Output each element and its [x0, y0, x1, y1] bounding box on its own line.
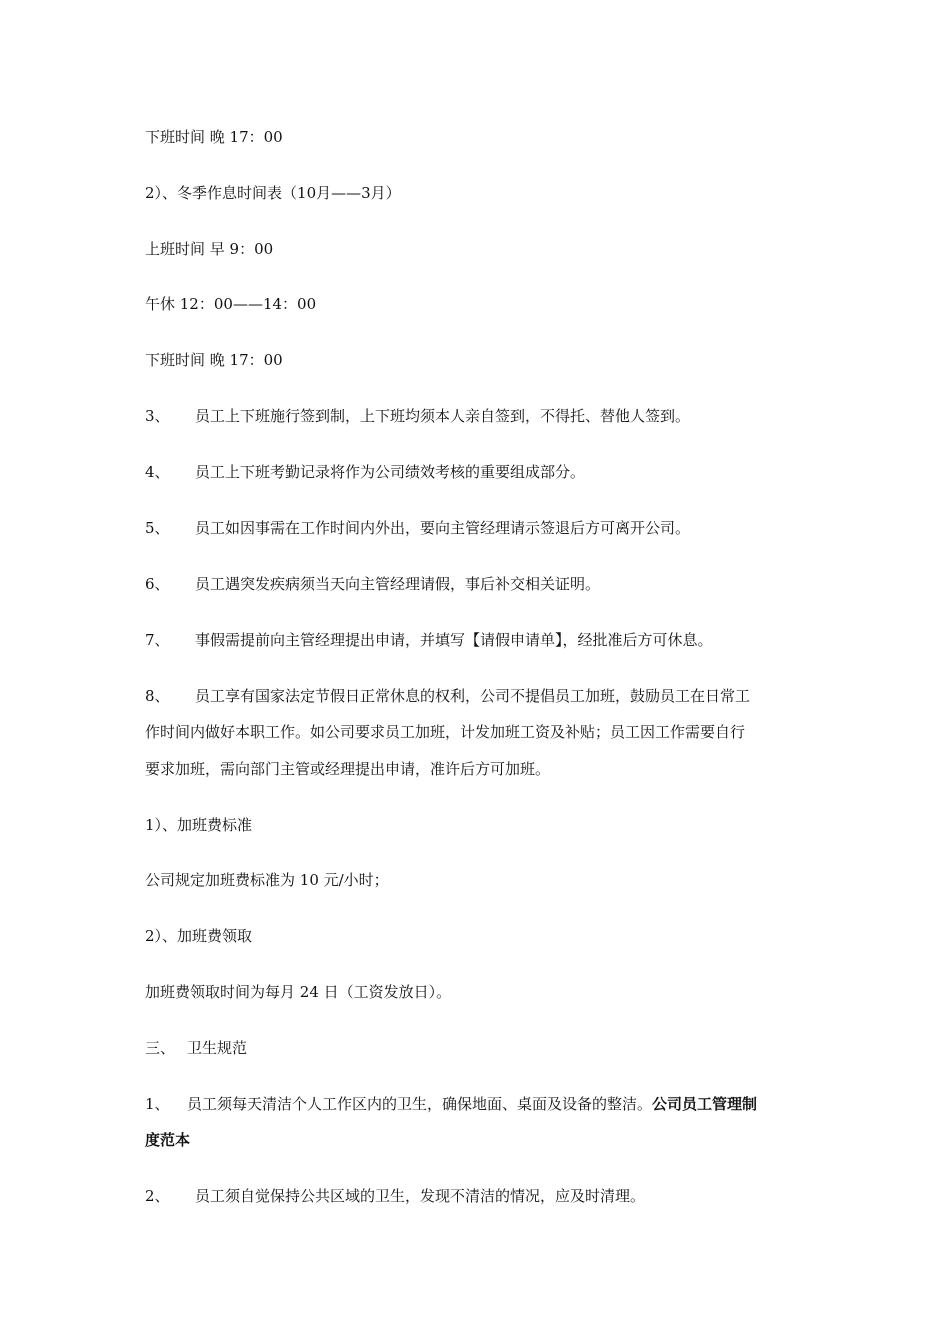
text-line: 上班时间 早 9：00: [145, 240, 274, 258]
item-number: 1、: [145, 1095, 170, 1113]
section-heading: [145, 1038, 247, 1058]
text-line: 下班时间 晚 17：00: [145, 351, 283, 369]
item-text: 员工如因事需在工作时间内外出，要向主管经理请示签退后方可离开公司。: [195, 519, 691, 537]
list-item: [145, 518, 690, 538]
item-text: 事假需提前向主管经理提出申请，并填写【请假申请单】，经批准后方可休息。: [195, 631, 713, 649]
text-line: 下班时间 晚 17：00: [145, 128, 283, 146]
sub-heading: 1）、加班费标准: [145, 816, 253, 834]
text-line: 作时间内做好本职工作。如公司要求员工加班，计发加班工资及补贴；员工因工作需要自行: [145, 723, 746, 741]
list-item: [145, 574, 600, 594]
text-line: 加班费领取时间为每月 24 日（工资发放日）。: [145, 983, 452, 1001]
item-text: 员工遇突发疾病须当天向主管经理请假，事后补交相关证明。: [195, 575, 601, 593]
list-item: [145, 462, 585, 482]
text-line: 公司规定加班费标准为 10 元/小时；: [145, 871, 389, 889]
list-item: [145, 630, 713, 650]
list-item: [145, 686, 750, 706]
list-item: [145, 1094, 757, 1114]
item-number: 6、: [145, 575, 170, 593]
item-number: 3、: [145, 407, 170, 425]
item-number: 2、: [145, 1187, 170, 1205]
item-text: 员工享有国家法定节假日正常休息的权利，公司不提倡员工加班，鼓励员工在日常工: [195, 687, 751, 705]
item-text: 员工须自觉保持公共区域的卫生，发现不清洁的情况，应及时清理。: [195, 1187, 646, 1205]
item-text: 员工须每天清洁个人工作区内的卫生，确保地面、桌面及设备的整洁。: [187, 1095, 653, 1113]
item-number: 5、: [145, 519, 170, 537]
item-text: 员工上下班考勤记录将作为公司绩效考核的重要组成部分。: [195, 463, 586, 481]
sub-heading: 2）、加班费领取: [145, 927, 253, 945]
text-line: 要求加班，需向部门主管或经理提出申请，准许后方可加班。: [145, 760, 551, 778]
section-title: 卫生规范: [187, 1039, 248, 1057]
item-number: 4、: [145, 463, 170, 481]
document-title-fragment: 度范本: [145, 1131, 191, 1149]
list-item: [145, 1186, 645, 1206]
text-line: 午休 12：00——14：00: [145, 295, 317, 313]
item-number: 7、: [145, 631, 170, 649]
document-title-fragment: 公司员工管理制: [652, 1095, 758, 1113]
item-text: 员工上下班施行签到制，上下班均须本人亲自签到，不得托、替他人签到。: [195, 407, 691, 425]
list-item: [145, 406, 690, 426]
section-number: 三、: [145, 1039, 176, 1057]
text-line: 2）、冬季作息时间表（10月——3月）: [145, 184, 401, 202]
item-number: 8、: [145, 687, 170, 705]
